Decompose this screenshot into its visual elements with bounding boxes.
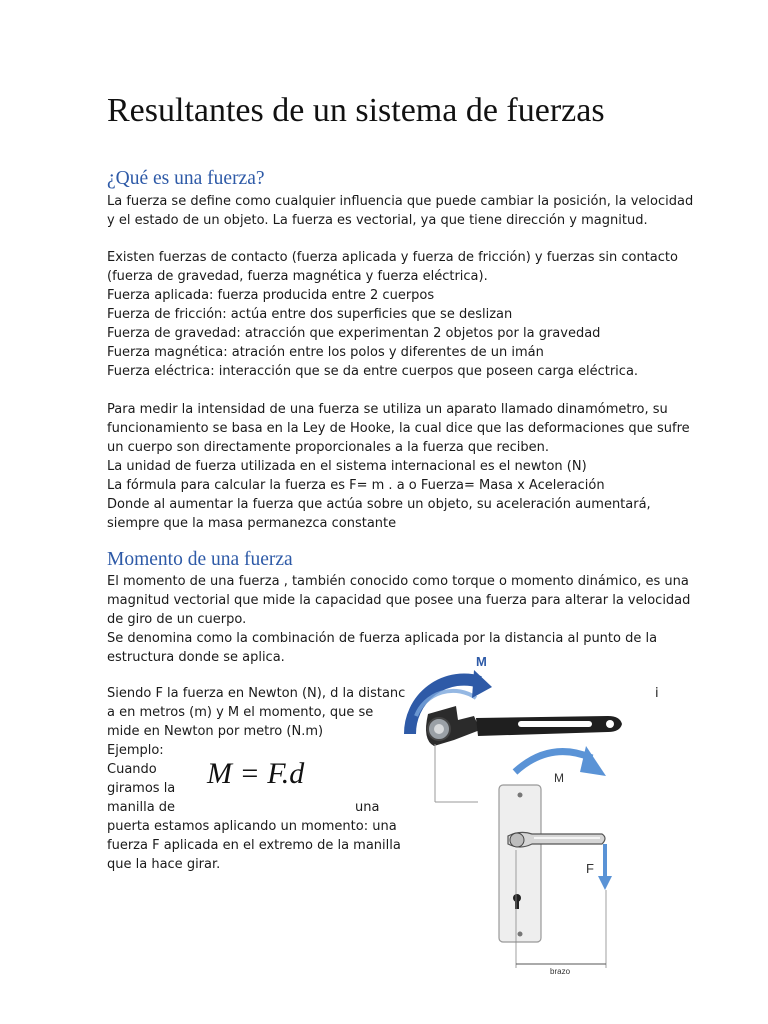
paragraph-line: Fuerza de fricción: actúa entre dos superficies que se deslizan — [107, 307, 513, 322]
paragraph-line: La fuerza se define como cualquier influencia que puede cambiar la posición, la velocidad — [107, 194, 694, 209]
text-fragment: a en metros (m) y M el momento, que se — [107, 705, 374, 720]
text-fragment: mide en Newton por metro (N.m) — [107, 724, 324, 739]
moment-label: M — [476, 654, 487, 669]
force-label: F — [586, 861, 594, 876]
document-title: Resultantes de un sistema de fuerzas — [107, 92, 605, 129]
paragraph-line: magnitud vectorial que mide la capacidad que posee una fuerza para alterar la velocidad — [107, 593, 691, 608]
paragraph-line: Se denomina como la combinación de fuerza aplicada por la distancia al punto de la — [107, 631, 658, 646]
paragraph-line: siempre que la masa permanezca constante — [107, 516, 397, 531]
screw-bottom — [518, 932, 523, 937]
paragraph-line: (fuerza de gravedad, fuerza magnética y fuerza eléctrica). — [107, 269, 488, 284]
paragraph-line: La unidad de fuerza utilizada en el sistema internacional es el newton (N) — [107, 459, 587, 474]
door-moment-label: M — [554, 771, 564, 785]
text-fragment: Siendo F la fuerza en Newton (N), d la distanc — [107, 686, 406, 701]
text-fragment: Cuando — [107, 762, 157, 777]
paragraph-line: de giro de un cuerpo. — [107, 612, 247, 627]
moment-formula: M = F.d — [207, 757, 305, 790]
text-fragment: i — [655, 686, 659, 701]
section-heading-momento-fuerza: Momento de una fuerza — [107, 549, 293, 570]
wrench-handle-hole — [606, 720, 614, 728]
door-plate — [499, 785, 541, 942]
force-arrow-head — [598, 876, 612, 890]
nut-hole — [434, 724, 444, 734]
text-fragment: manilla de — [107, 800, 176, 815]
paragraph-line: Fuerza eléctrica: interacción que se da entre cuerpos que poseen carga eléctrica. — [107, 364, 639, 379]
paragraph-line: Existen fuerzas de contacto (fuerza aplicada y fuerza de fricción) y fuerzas sin contacto — [107, 250, 678, 265]
lever-pivot — [510, 833, 524, 847]
wrench-handle-slot — [518, 721, 592, 727]
keyhole-slot — [515, 900, 519, 909]
section-heading-que-es-fuerza: ¿Qué es una fuerza? — [107, 168, 265, 189]
door-handle-illustration — [480, 740, 630, 978]
paragraph-line: Fuerza magnética: atración entre los polos y diferentes de un imán — [107, 345, 544, 360]
paragraph-line: estructura donde se aplica. — [107, 650, 285, 665]
paragraph-line: Para medir la intensidad de una fuerza se utiliza un aparato llamado dinamómetro, su — [107, 402, 668, 417]
paragraph-line: El momento de una fuerza , también conocido como torque o momento dinámico, es una — [107, 574, 689, 589]
brazo-label: brazo — [550, 967, 571, 976]
text-fragment: fuerza F aplicada en el extremo de la manilla — [107, 838, 401, 853]
door-moment-arrowhead — [580, 746, 606, 776]
paragraph-line: y el estado de un objeto. La fuerza es vectorial, ya que tiene dirección y magnitud. — [107, 213, 648, 228]
text-fragment: que la hace girar. — [107, 857, 221, 872]
paragraph-line: funcionamiento se basa en la Ley de Hooke, la cual dice que las deformaciones que sufre — [107, 421, 690, 436]
text-fragment: una — [355, 800, 380, 815]
paragraph-line: Donde al aumentar la fuerza que actúa sobre un objeto, su aceleración aumentará, — [107, 497, 651, 512]
text-fragment: giramos la — [107, 781, 176, 796]
paragraph-line: Fuerza de gravedad: atracción que experimentan 2 objetos por la gravedad — [107, 326, 601, 341]
paragraph-line: Fuerza aplicada: fuerza producida entre 2 cuerpos — [107, 288, 435, 303]
paragraph-line: un cuerpo son directamente proporcionales a la fuerza que reciben. — [107, 440, 549, 455]
text-fragment: Ejemplo: — [107, 743, 164, 758]
paragraph-line: La fórmula para calcular la fuerza es F= m . a o Fuerza= Masa x Aceleración — [107, 478, 605, 493]
text-fragment: puerta estamos aplicando un momento: una — [107, 819, 397, 834]
door-moment-arc — [515, 752, 592, 772]
moment-arrowhead — [472, 670, 492, 698]
screw-top — [518, 793, 523, 798]
